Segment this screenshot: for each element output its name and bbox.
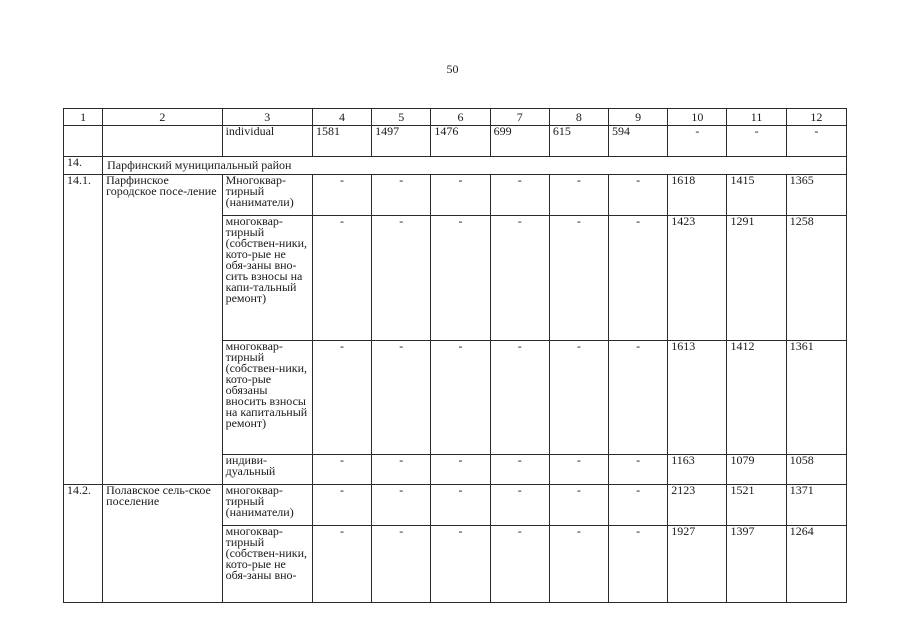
value-cell: - — [372, 175, 431, 216]
value-cell: 1058 — [786, 455, 846, 485]
housing-type: многоквар-тирный (наниматели) — [222, 485, 312, 526]
column-number: 6 — [431, 109, 490, 126]
value-cell: - — [549, 526, 608, 603]
value-cell: - — [609, 216, 668, 341]
value-cell: 1521 — [727, 485, 786, 526]
value-cell: 1412 — [727, 341, 786, 455]
column-number-row — [64, 109, 847, 126]
value-cell: - — [490, 175, 549, 216]
value-cell: - — [490, 216, 549, 341]
value-cell: - — [490, 526, 549, 603]
section-number: 14. — [64, 157, 103, 175]
column-number: 10 — [668, 109, 727, 126]
value-cell: 1497 — [372, 126, 431, 157]
value-cell: 1365 — [786, 175, 846, 216]
column-number: 1 — [64, 109, 103, 126]
value-cell: 1618 — [668, 175, 727, 216]
value-cell: - — [549, 341, 608, 455]
value-cell: 1163 — [668, 455, 727, 485]
column-number: 4 — [312, 109, 371, 126]
value-cell: - — [549, 216, 608, 341]
value-cell: - — [786, 126, 846, 157]
column-number: 3 — [222, 109, 312, 126]
value-cell: 1258 — [786, 216, 846, 341]
value-cell: - — [312, 485, 371, 526]
value-cell: - — [490, 341, 549, 455]
value-cell: - — [609, 526, 668, 603]
page-number: 50 — [446, 62, 459, 76]
value-cell: - — [549, 175, 608, 216]
column-number: 11 — [727, 109, 786, 126]
value-cell: - — [431, 216, 490, 341]
value-cell: - — [312, 526, 371, 603]
value-cell: 1291 — [727, 216, 786, 341]
value-cell: - — [609, 455, 668, 485]
value-cell: - — [609, 175, 668, 216]
value-cell: 615 — [549, 126, 608, 157]
value-cell: - — [609, 485, 668, 526]
housing-type: многоквар-тирный (собствен-ники, кото-рые обязаны вносить взносы на капитальный ремонт) — [222, 341, 312, 455]
value-cell: - — [312, 175, 371, 216]
value-cell: - — [609, 341, 668, 455]
value-cell: - — [372, 341, 431, 455]
column-number: 8 — [549, 109, 608, 126]
value-cell: 1079 — [727, 455, 786, 485]
column-number: 9 — [609, 109, 668, 126]
value-cell: - — [668, 126, 727, 157]
housing-type: Многоквар-тирный (наниматели) — [222, 175, 312, 216]
value-cell: - — [431, 341, 490, 455]
housing-type: многоквар-тирный (собствен-ники, кото-рые не обя-заны вно- — [222, 526, 312, 603]
value-cell: - — [312, 455, 371, 485]
settlement-name: Полавское сель-ское поселение — [103, 485, 222, 603]
value-cell: 1613 — [668, 341, 727, 455]
housing-type: индиви-дуальный — [222, 455, 312, 485]
value-cell: - — [312, 216, 371, 341]
value-cell: - — [549, 485, 608, 526]
value-cell: - — [372, 526, 431, 603]
value-cell: 1415 — [727, 175, 786, 216]
value-cell: 1371 — [786, 485, 846, 526]
value-cell: - — [372, 455, 431, 485]
table-row — [64, 485, 847, 526]
column-number: 5 — [372, 109, 431, 126]
value-cell: 1476 — [431, 126, 490, 157]
settlement-number: 14.1. — [64, 175, 103, 485]
settlement-number: 14.2. — [64, 485, 103, 603]
value-cell: - — [312, 341, 371, 455]
value-cell: - — [431, 175, 490, 216]
value-cell: - — [431, 455, 490, 485]
value-cell: - — [431, 485, 490, 526]
value-cell: 1264 — [786, 526, 846, 603]
value-cell: 594 — [609, 126, 668, 157]
housing-type: individual — [222, 126, 312, 157]
value-cell: 699 — [490, 126, 549, 157]
value-cell: - — [727, 126, 786, 157]
column-number: 12 — [786, 109, 846, 126]
value-cell: - — [372, 485, 431, 526]
section-title: Парфинский муниципальный район — [103, 157, 847, 175]
table-row — [64, 126, 847, 157]
value-cell: - — [549, 455, 608, 485]
settlement-name: Парфинское городское посе-ление — [103, 175, 222, 485]
value-cell: - — [490, 485, 549, 526]
column-number: 7 — [490, 109, 549, 126]
value-cell: - — [490, 455, 549, 485]
tariff-table — [63, 108, 847, 603]
value-cell: 1927 — [668, 526, 727, 603]
value-cell: 1361 — [786, 341, 846, 455]
table-row — [64, 175, 847, 216]
value-cell: - — [372, 216, 431, 341]
housing-type: многоквар-тирный (собствен-ники, кото-рые не обя-заны вно-сить взносы на капи-тальный ремонт) — [222, 216, 312, 341]
section-row — [64, 157, 847, 175]
value-cell: 2123 — [668, 485, 727, 526]
value-cell: 1581 — [312, 126, 371, 157]
value-cell: 1423 — [668, 216, 727, 341]
value-cell: 1397 — [727, 526, 786, 603]
value-cell: - — [431, 526, 490, 603]
column-number: 2 — [103, 109, 222, 126]
